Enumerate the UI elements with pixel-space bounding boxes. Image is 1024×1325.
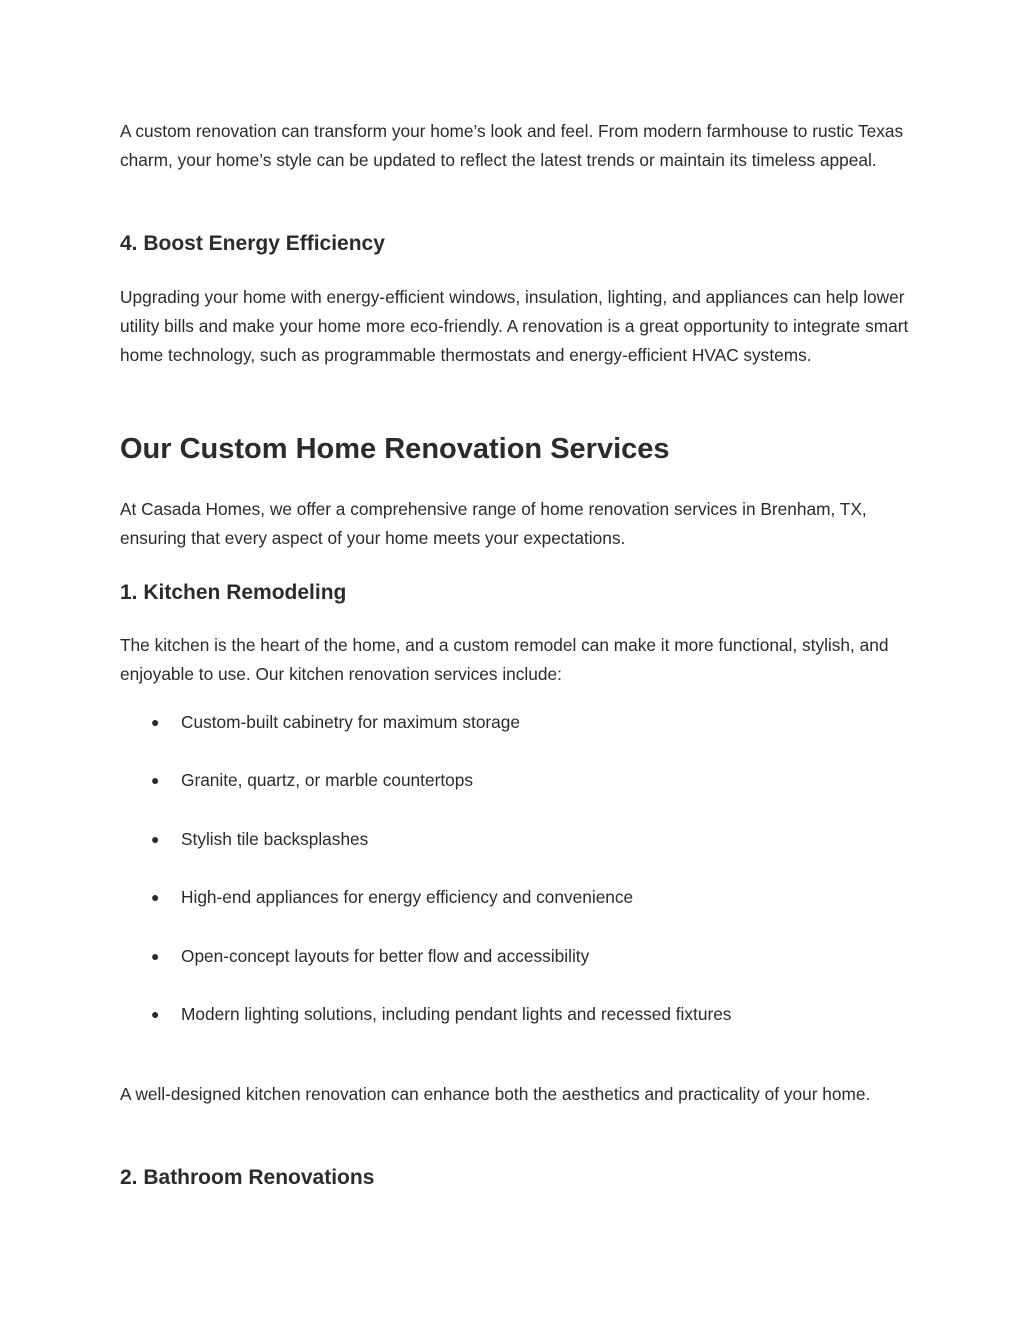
list-item (120, 825, 910, 883)
bullet-icon: ● (151, 714, 160, 730)
list-item-text: Custom-built cabinetry for maximum storage (181, 712, 521, 732)
list-item-text: Modern lighting solutions, including pendant lights and recessed fixtures (181, 1003, 732, 1024)
list-item-text: High-end appliances for energy efficiency and convenience (181, 887, 634, 908)
list-item (120, 1000, 910, 1058)
list-item-text: Open-concept layouts for better flow and accessibility (181, 945, 590, 966)
list-item (120, 708, 910, 766)
list-item-text: Stylish tile backsplashes (181, 828, 369, 849)
kitchen-outro-paragraph: A well-designed kitchen renovation can enhance both the aesthetics and practicality of your home. (120, 1084, 871, 1104)
kitchen-remodeling-heading: 1. Kitchen Remodeling (120, 581, 347, 604)
kitchen-services-list (120, 708, 910, 1058)
services-intro-paragraph: At Casada Homes, we offer a comprehensive range of home renovation services in Brenham, TX, ensuring that every aspect of your home meets your expectations. (120, 499, 867, 548)
bullet-icon: ● (151, 772, 160, 789)
list-item (120, 766, 910, 824)
list-item-text: Granite, quartz, or marble countertops (181, 770, 474, 791)
list-item (120, 883, 910, 941)
energy-efficiency-paragraph: Upgrading your home with energy-efficient windows, insulation, lighting, and appliances can help lower utility bills and make your home more eco-friendly. A renovation is a great opportunity to integrate smart home technology, such as programmable thermostats and energy-efficient HVAC systems. (120, 287, 909, 365)
services-heading: Our Custom Home Renovation Services (120, 433, 670, 465)
bullet-icon: ● (151, 1005, 160, 1022)
kitchen-intro-paragraph: The kitchen is the heart of the home, and a custom remodel can make it more functional, stylish, and enjoyable to use. Our kitchen renovation services include: (120, 635, 889, 684)
energy-efficiency-heading: 4. Boost Energy Efficiency (120, 232, 385, 255)
bullet-icon: ● (151, 830, 160, 847)
bullet-icon: ● (151, 947, 160, 964)
bathroom-renovations-heading: 2. Bathroom Renovations (120, 1166, 375, 1189)
bullet-icon: ● (151, 889, 160, 906)
intro-paragraph: A custom renovation can transform your home’s look and feel. From modern farmhouse to rustic Texas charm, your home’s style can be updated to reflect the latest trends or maintain its timeless appeal. (120, 121, 904, 170)
list-item (120, 942, 910, 1000)
